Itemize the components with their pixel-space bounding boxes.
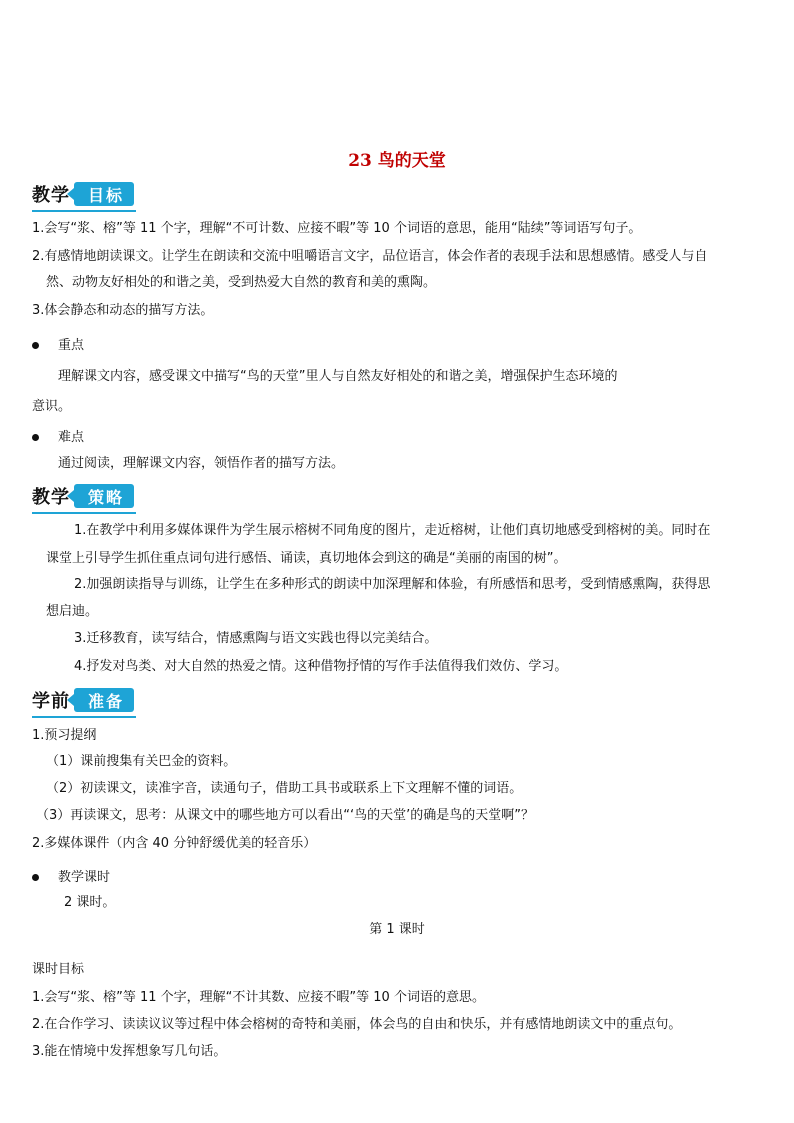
key-point-text: 理解课文内容，感受课文中描写“鸟的天堂”里人与自然友好相处的和谐之美，增强保护生态环境的: [58, 369, 618, 384]
goal-line: 3.体会静态和动态的描写方法。: [32, 303, 214, 318]
goal-line: 1.会写“浆、榕”等 11 个字，理解“不可计数、应接不暇”等 10 个词语的意思，能用“陆续”等词语写句子。: [32, 221, 642, 236]
class-hours-label: 教学课时: [58, 870, 111, 885]
section-header-goals: [32, 180, 134, 208]
section-tag: 目标: [74, 182, 134, 206]
section-tag: 准备: [74, 688, 134, 712]
section-underline: [32, 210, 136, 212]
goal-line: 2.有感情地朗读课文。让学生在朗读和交流中咀嚼语言文字，品位语言，体会作者的表现手法和思想感情。感受人与自: [32, 249, 708, 264]
key-point-label: 重点: [58, 338, 85, 353]
section-lead: 学前: [32, 691, 70, 712]
lesson-goals-label: 课时目标: [32, 962, 85, 977]
bullet-dot: [32, 874, 39, 881]
strategy-line: 1.在教学中利用多媒体课件为学生展示榕树不同角度的图片，走近榕树，让他们真切地感受到榕树的美。同时在: [74, 523, 711, 538]
section-header-strategy: [32, 482, 134, 510]
key-point-text: 意识。: [32, 399, 72, 414]
prep-line: （2）初读课文，读准字音，读通句子，借助工具书或联系上下文理解不懂的词语。: [46, 781, 523, 796]
bullet-dot: [32, 434, 39, 441]
goal-line: 然、动物友好相处的和谐之美，受到热爱大自然的教育和美的熏陶。: [46, 275, 437, 290]
bullet-dot: [32, 342, 39, 349]
strategy-line: 3.迁移教育，读写结合，情感熏陶与语文实践也得以完美结合。: [74, 631, 438, 646]
lesson-goal-line: 2.在合作学习、读读议议等过程中体会榕树的奇特和美丽，体会鸟的自由和快乐，并有感情地朗读文中的重点句。: [32, 1017, 682, 1032]
difficulty-text: 通过阅读，理解课文内容，领悟作者的描写方法。: [58, 456, 345, 471]
prep-line: （3）再读课文，思考：从课文中的哪些地方可以看出“‘鸟的天堂’的确是鸟的天堂啊”？: [36, 808, 535, 823]
prep-line: 2.多媒体课件（内含 40 分钟舒缓优美的轻音乐）: [32, 836, 317, 851]
strategy-line: 想启迪。: [46, 604, 99, 619]
section-underline: [32, 512, 136, 514]
section-tag: 策略: [74, 484, 134, 508]
class-hours-text: 2 课时。: [64, 895, 116, 910]
strategy-line: 4.抒发对鸟类、对大自然的热爱之情。这种借物抒情的写作手法值得我们效仿、学习。: [74, 659, 568, 674]
strategy-line: 2.加强朗读指导与训练，让学生在多种形式的朗读中加深理解和体验，有所感悟和思考，受到情感熏陶，获得思: [74, 577, 711, 592]
strategy-line: 课堂上引导学生抓住重点词句进行感悟、诵读，真切地体会到这的确是“美丽的南国的树”。: [46, 551, 567, 566]
prep-line: （1）课前搜集有关巴金的资料。: [46, 754, 237, 769]
difficulty-label: 难点: [58, 430, 85, 445]
page-title: 23 鸟的天堂: [348, 151, 446, 171]
section-header-prep: [32, 686, 134, 714]
section-lead: 教学: [32, 487, 70, 508]
lesson-goal-line: 1.会写“浆、榕”等 11 个字，理解“不计其数、应接不暇”等 10 个词语的意思。: [32, 990, 485, 1005]
section-underline: [32, 716, 136, 718]
prep-line: 1.预习提纲: [32, 728, 97, 743]
lesson-heading: 第 1 课时: [369, 922, 425, 937]
lesson-goal-line: 3.能在情境中发挥想象写几句话。: [32, 1044, 227, 1059]
section-lead: 教学: [32, 185, 70, 206]
